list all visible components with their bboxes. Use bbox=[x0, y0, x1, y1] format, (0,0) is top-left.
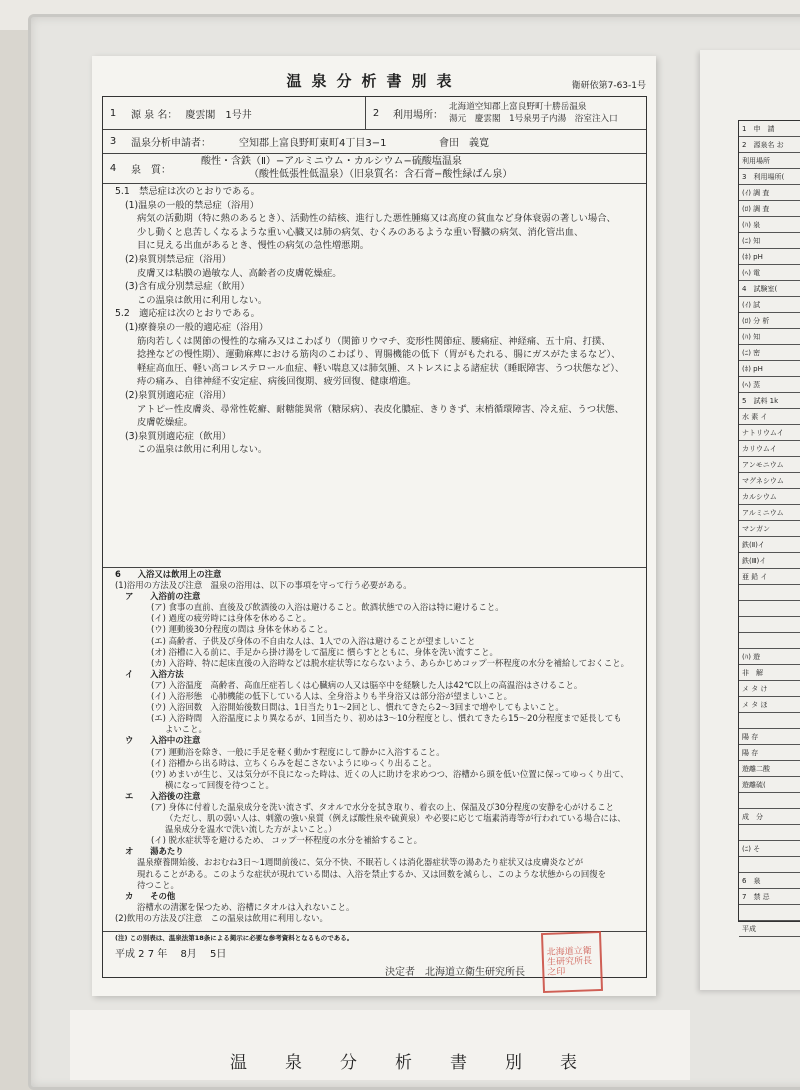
side-sheet-row: (ﾛ) 分 析 bbox=[739, 313, 800, 329]
side-sheet-row: 鉄(Ⅲ)イ bbox=[739, 553, 800, 569]
section-indications bbox=[103, 185, 646, 568]
side-sheet-row: (ﾎ) pH bbox=[739, 361, 800, 377]
side-sheet-row bbox=[739, 793, 800, 809]
hot-spring-analysis-sheet bbox=[92, 56, 656, 996]
text-line: (ウ) 運動後30分程度の間は 身体を休めること。 bbox=[151, 624, 333, 635]
text-line: 待つこと。 bbox=[137, 879, 179, 890]
decider: 決定者 北海道立衛生研究所長 bbox=[385, 967, 525, 978]
text-line: (2)飲用の方法及び注意 この温泉は飲用に利用しない。 bbox=[115, 912, 328, 923]
side-sheet-row: 水 素 イ bbox=[739, 409, 800, 425]
text-line: よいこと。 bbox=[165, 724, 207, 735]
side-sheet-row bbox=[739, 633, 800, 649]
spring-quality-line-1: 酸性・含鉄（Ⅱ）−アルミニウム・カルシウム−硫酸塩温泉 bbox=[201, 156, 462, 167]
text-line: 温泉成分を温水で洗い流した方がよいこと。） bbox=[165, 824, 337, 835]
side-sheet-row: 非 解 bbox=[739, 665, 800, 681]
side-sheet-row: 6 泉 bbox=[739, 873, 800, 889]
text-line: (ア) 食事の直前、直後及び飲酒後の入浴は避けること。飲酒状態での入浴は特に避けること。 bbox=[151, 602, 504, 613]
spring-quality-line-2: （酸性低張性低温泉）（旧泉質名：含石膏−酸性緑ばん泉） bbox=[249, 169, 513, 180]
side-sheet-row: (ﾆ) 知 bbox=[739, 233, 800, 249]
row-source-and-location bbox=[103, 97, 646, 130]
text-line: (イ) 脱水症状等を避けるため、 コップ一杯程度の水分を補給すること。 bbox=[151, 835, 422, 846]
side-sheet-row: 利用場所 bbox=[739, 153, 800, 169]
applicant-address: 空知郡上富良野町東町4丁目3−1 bbox=[239, 137, 387, 149]
side-sheet-row: 1 申 請 bbox=[739, 121, 800, 137]
text-line: 捻挫などの慢性期）、運動麻痺における筋肉のこわばり、胃腸機能の低下（胃がもたれる、腸にガスがたまるなど）、 bbox=[137, 349, 621, 361]
side-sheet-row: (ｲ) 調 査 bbox=[739, 185, 800, 201]
text-line: (ウ) 入浴回数 入浴開始後数日間は、1日当たり1〜2回とし、慣れてきたら2〜3回まで増やしてもよいこと。 bbox=[151, 702, 564, 713]
text-line: この温泉は飲用に利用しない。 bbox=[137, 444, 268, 456]
side-sheet-row bbox=[739, 825, 800, 841]
row-number: 3 bbox=[109, 135, 117, 147]
side-sheet-row: 4 試験室( bbox=[739, 281, 800, 297]
section-bathing-precautions bbox=[103, 569, 646, 932]
footnote: (注) この別表は、温泉法第18条による掲示に必要な参考資料となるものである。 bbox=[115, 934, 354, 942]
text-line: (ア) 運動浴を除き、一般に手足を軽く動かす程度にして静かに入浴すること。 bbox=[151, 746, 445, 757]
text-line: 横になって回復を待つこと。 bbox=[165, 779, 274, 790]
text-line: (エ) 入浴時間 入浴温度により異なるが、1回当たり、初めは3〜10分程度とし、慣れてきたら15〜20分程度まで延長しても bbox=[151, 713, 622, 724]
side-sheet-row: (ﾊ) 泉 bbox=[739, 217, 800, 233]
side-sheet-row bbox=[739, 585, 800, 601]
text-line: アトピー性皮膚炎、尋常性乾癬、耐糖能異常（糖尿病）、表皮化膿症、きりきず、末梢循環障害、冷え症、うつ状態、 bbox=[137, 403, 624, 415]
text-line: (2)泉質別禁忌症（浴用） bbox=[125, 253, 232, 265]
text-line: (3)泉質別適応症（飲用） bbox=[125, 430, 232, 442]
side-sheet-row: カリウムイ bbox=[739, 441, 800, 457]
text-line: (ア) 身体に付着した温泉成分を洗い流さず、タオルで水分を拭き取り、着衣の上、保温及び30分程度の安静を心がけること bbox=[151, 801, 615, 812]
row-number: 4 bbox=[109, 162, 117, 174]
side-sheet-row: ナトリウムイ bbox=[739, 425, 800, 441]
applicant-label: 温泉分析申請者： bbox=[131, 137, 211, 149]
issue-date: 平成 2 7 年 8月 5日 bbox=[115, 949, 227, 960]
side-sheet-row: 3 利用場所( bbox=[739, 169, 800, 185]
text-line: 浴槽水の清潔を保つため、浴槽にタオルは入れないこと。 bbox=[137, 901, 355, 912]
source-name-value: 慶雲閣 1号井 bbox=[185, 109, 252, 121]
side-sheet-row: アルミニウム bbox=[739, 505, 800, 521]
text-line: 目に見える出血があるとき、慢性の病気の急性増悪期。 bbox=[137, 240, 370, 252]
text-line: (イ) 過度の疲労時には身体を休めること。 bbox=[151, 613, 311, 624]
spring-quality-value bbox=[195, 153, 645, 183]
text-line: この温泉は飲用に利用しない。 bbox=[137, 294, 268, 306]
side-sheet-row: メ タ ほ bbox=[739, 697, 800, 713]
use-location-label: 利用場所： bbox=[393, 109, 443, 121]
text-line: 軽症高血圧、軽い高コレステロール血症、軽い喘息又は肺気腫、ストレスによる諸症状（睡眠障害、うつ状態など）、 bbox=[137, 362, 625, 374]
side-sheet-row: (ﾊ) 知 bbox=[739, 329, 800, 345]
next-sheet-title: 温泉分析書別表 bbox=[230, 1053, 615, 1073]
document-number: 衛研依第7-63-1号 bbox=[571, 81, 646, 91]
text-line: （ただし、肌の弱い人は、刺激の強い泉質（例えば酸性泉や硫黄泉）や必要に応じて塩素消毒等が行われている場合には、 bbox=[165, 813, 626, 824]
row-number: 2 bbox=[372, 107, 380, 119]
side-sheet-row: 遊離硫( bbox=[739, 777, 800, 793]
side-sheet-row: マンガン bbox=[739, 521, 800, 537]
text-line: ウ 入浴中の注意 bbox=[125, 735, 201, 746]
row-number: 1 bbox=[109, 107, 117, 119]
text-line: 病気の活動期（特に熱のあるとき）、活動性の結核、進行した悪性腫瘍又は高度の貧血など身体衰弱の著しい場合、 bbox=[137, 213, 616, 225]
text-line: (1)浴用の方法及び注意 温泉の浴用は、以下の事項を守って行う必要がある。 bbox=[115, 580, 412, 591]
use-location-value bbox=[443, 97, 648, 129]
side-sheet-row: (ﾍ) 電 bbox=[739, 265, 800, 281]
use-location-line-1: 北海道空知郡上富良野町十勝岳温泉 bbox=[449, 102, 587, 112]
side-sheet-row bbox=[739, 857, 800, 873]
text-line: (イ) 浴槽から出る時は、立ちくらみを起こさないようにゆっくり出ること。 bbox=[151, 757, 437, 768]
side-sheet-row bbox=[739, 601, 800, 617]
use-location-line-2: 湯元 慶雲閣 1号泉男子内湯 浴室注入口 bbox=[449, 114, 618, 124]
side-sheet-row: 鉄(Ⅱ)イ bbox=[739, 537, 800, 553]
side-sheet-row: 陽 存 bbox=[739, 745, 800, 761]
side-sheet-row: メ タ け bbox=[739, 681, 800, 697]
side-sheet-row: 5 試料 1k bbox=[739, 393, 800, 409]
side-sheet-row: (ﾆ) そ bbox=[739, 841, 800, 857]
side-sheet-row: 7 禁 忌 bbox=[739, 889, 800, 905]
applicant-name: 會田 義寛 bbox=[439, 137, 489, 149]
source-name-label: 源 泉 名： bbox=[131, 109, 178, 121]
text-line: 皮膚又は粘膜の過敏な人、高齢者の皮膚乾燥症。 bbox=[137, 267, 342, 279]
side-sheet-row: カルシウム bbox=[739, 489, 800, 505]
text-line: 痔の痛み、自律神経不安定症、病後回復期、疲労回復、健康増進。 bbox=[137, 376, 417, 388]
side-sheet-row: (ﾎ) pH bbox=[739, 249, 800, 265]
text-line: カ その他 bbox=[125, 890, 176, 901]
text-line: (3)含有成分別禁忌症（飲用） bbox=[125, 281, 250, 293]
row-applicant bbox=[103, 129, 646, 154]
side-sheet-row: 亜 鉛 イ bbox=[739, 569, 800, 585]
text-line: (エ) 高齢者、子供及び身体の不自由な人は、1人での入浴は避けることが望ましいこと bbox=[151, 635, 476, 646]
side-sheet-row: 遊離二酸 bbox=[739, 761, 800, 777]
text-line: 5.1 禁忌症は次のとおりである。 bbox=[115, 186, 260, 197]
side-sheet-row bbox=[739, 713, 800, 729]
text-line: オ 湯あたり bbox=[125, 846, 184, 857]
text-line: (1)療養泉の一般的適応症（浴用） bbox=[125, 321, 269, 333]
text-line: 少し動くと息苦しくなるような重い心臓又は肺の病気、むくみのあるような重い腎臓の病気、消化管出血、 bbox=[137, 226, 584, 238]
side-sheet-row bbox=[739, 617, 800, 633]
side-sheet-row: 成 分 bbox=[739, 809, 800, 825]
side-sheet-table bbox=[738, 120, 800, 933]
side-sheet bbox=[700, 50, 800, 990]
side-sheet-row: アンモニウム bbox=[739, 457, 800, 473]
text-line: (ウ) めまいが生じ、又は気分が不良になった時は、近くの人に助けを求めつつ、浴槽から頭を低い位置に保ってゆっくり出て、 bbox=[151, 768, 629, 779]
row-spring-quality bbox=[103, 153, 646, 184]
text-line: 温泉療養開始後、おおむね3日〜1週間前後に、気分不快、不眠若しくは消化器症状等の湯あたり症状又は皮膚炎などが bbox=[137, 857, 584, 868]
side-sheet-row: (ﾊ) 遊 bbox=[739, 649, 800, 665]
text-line: (イ) 入浴形態 心肺機能の低下している人は、全身浴よりも半身浴又は部分浴が望ましいこと。 bbox=[151, 691, 512, 702]
document-title: 温泉分析書別表 bbox=[286, 72, 462, 90]
text-line: 皮膚乾燥症。 bbox=[137, 417, 193, 429]
text-line: ア 入浴前の注意 bbox=[125, 591, 201, 602]
side-sheet-row: 2 源泉名 お bbox=[739, 137, 800, 153]
side-sheet-row: (ﾆ) 密 bbox=[739, 345, 800, 361]
text-line: (カ) 入浴時、特に起床直後の入浴時などは脱水症状等にならないよう、あらかじめコップ一杯程度の水分を補給しておくこと。 bbox=[151, 657, 630, 668]
text-line: (1)温泉の一般的禁忌症（浴用） bbox=[125, 199, 260, 211]
side-sheet-row bbox=[739, 905, 800, 921]
side-sheet-row: (ｲ) 試 bbox=[739, 297, 800, 313]
source-name bbox=[125, 97, 365, 129]
side-sheet-row: 陽 存 bbox=[739, 729, 800, 745]
text-line: (ア) 入浴温度 高齢者、高血圧症若しくは心臓病の人又は脳卒中を経験した人は42℃以上の高温浴はさけること。 bbox=[151, 679, 583, 690]
side-sheet-row: マグネシウム bbox=[739, 473, 800, 489]
side-sheet-row: (ﾛ) 調 査 bbox=[739, 201, 800, 217]
spring-quality-label: 泉 質： bbox=[131, 164, 171, 176]
document-frame bbox=[102, 96, 647, 978]
side-sheet-row: (ﾍ) 蒸 bbox=[739, 377, 800, 393]
text-line: 筋肉若しくは関節の慢性的な痛み又はこわばり（関節リウマチ、変形性関節症、腰痛症、神経痛、五十肩、打撲、 bbox=[137, 335, 611, 347]
text-line: イ 入浴方法 bbox=[125, 668, 184, 679]
text-line: 5.2 適応症は次のとおりである。 bbox=[115, 308, 260, 320]
decider-row bbox=[385, 963, 645, 978]
text-line: 現れることがある。このような症状が現れている間は、入浴を禁止するか、又は回数を減らし、このような状態からの回復を bbox=[137, 868, 606, 879]
side-sheet-row: 平成 bbox=[739, 921, 800, 937]
text-line: (2)泉質別適応症（浴用） bbox=[125, 389, 232, 401]
text-line: 6 入浴又は飲用上の注意 bbox=[115, 569, 222, 579]
text-line: (オ) 浴槽に入る前に、手足から掛け湯をして温度に 慣らすとともに、身体を洗い流すこと。 bbox=[151, 646, 498, 657]
official-seal: 北海道立衛生研究所長之印 bbox=[541, 931, 603, 993]
text-line: エ 入浴後の注意 bbox=[125, 790, 201, 801]
